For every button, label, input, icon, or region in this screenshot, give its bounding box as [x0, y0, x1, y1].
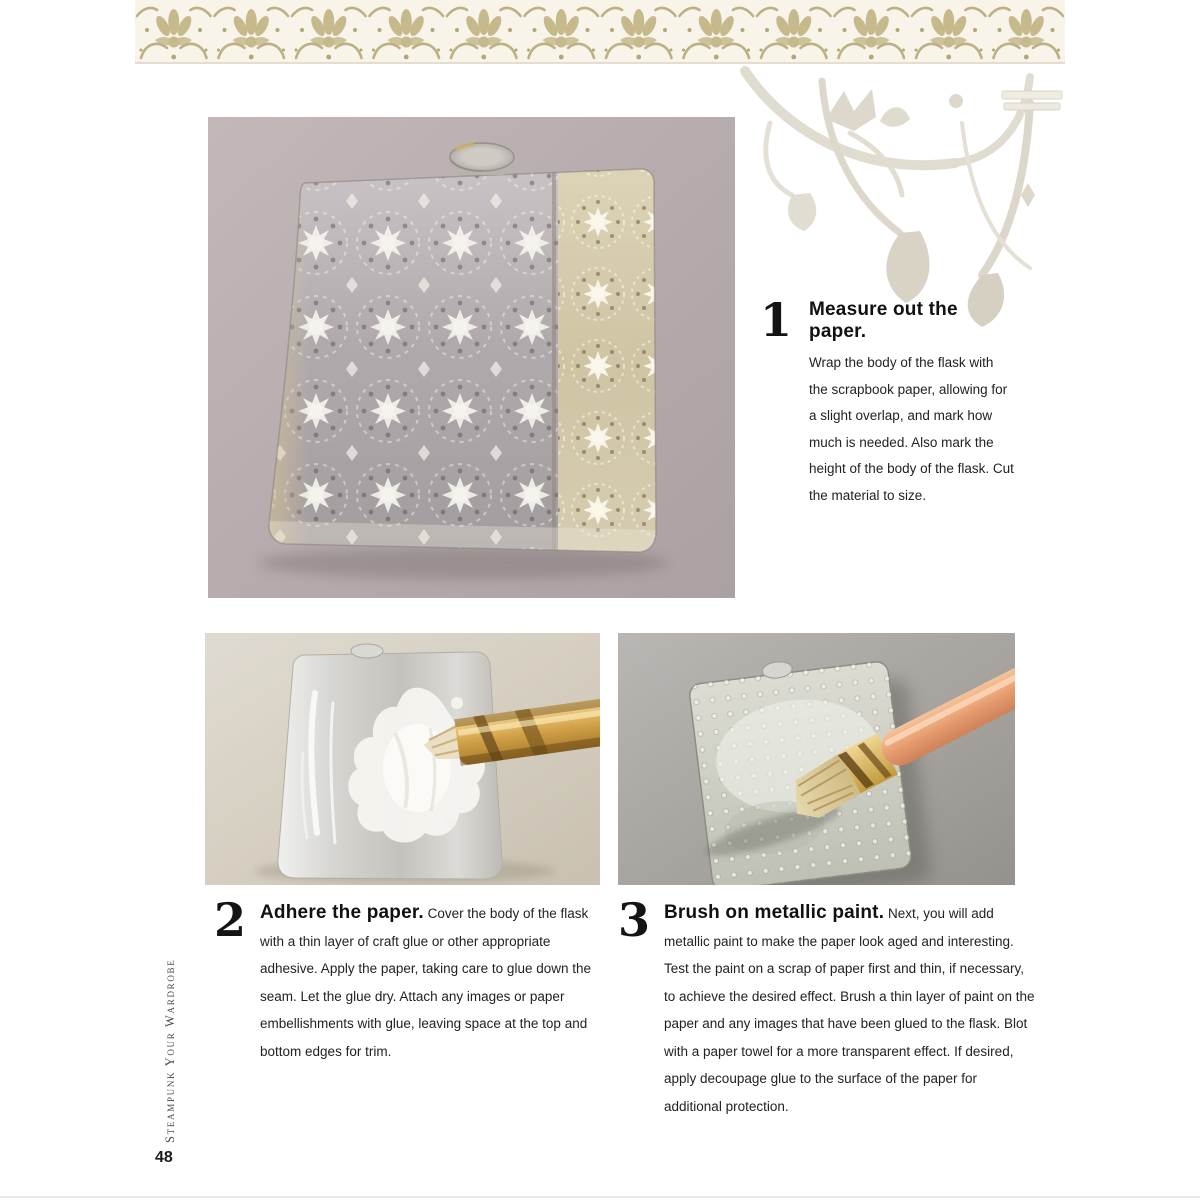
- flask-cap: [450, 143, 514, 175]
- step-3: [618, 893, 1044, 1120]
- step-1-number: 1: [760, 293, 793, 347]
- photo-step3-painting-flask: [618, 633, 1015, 885]
- step-2-text: [260, 899, 610, 1065]
- page-bottom-edge: [0, 1196, 1200, 1198]
- step-3-heading: Brush on metallic paint.: [664, 902, 885, 923]
- corner-flourish-ornament: [730, 63, 1065, 330]
- spine-book-title: Steampunk Your Wardrobe: [163, 958, 177, 1143]
- step-3-body: Next, you will add metallic paint to make the paper look aged and interesting. Test the paint on a scrap of paper first and thin, if necessary, to achieve the desired effect. Brush a thin layer of paint on the paper and any images that have been glued to the flask. Blot with a paper towel for a more transparent effect. If desired, apply decoupage glue to the surface of the paper for additional protection.: [664, 906, 1035, 1114]
- step-2-heading: Adhere the paper.: [260, 902, 424, 923]
- step-3-text: [664, 899, 1036, 1120]
- damask-border-band: [135, 0, 1065, 64]
- flourish-leaves: [788, 89, 1035, 327]
- photo-step1-papered-flask: [208, 117, 735, 598]
- step-2: [214, 893, 614, 1065]
- flask-cap: [351, 644, 383, 658]
- photo-step2-gluing-flask: [205, 633, 600, 885]
- step-1-heading: Measure out the paper.: [809, 299, 958, 342]
- step-1: [760, 293, 1022, 509]
- flask-body: [263, 162, 663, 562]
- step-2-number: 2: [214, 893, 247, 947]
- step-2-body: Cover the body of the flask with a thin layer of craft glue or other appropriate adhesive. Apply the paper, taking care to glue down the seam. Let the glue dry. Attach any images or paper embellishments with glue, leaving space at the top and bottom edges for trim.: [260, 906, 591, 1059]
- page-number: 48: [155, 1149, 173, 1166]
- step-3-number: 3: [618, 893, 651, 947]
- step-1-body: Wrap the body of the flask with the scrapbook paper, allowing for a slight overlap, and mark how much is needed. Also mark the height of the body of the flask. Cut the material to size.: [809, 355, 1014, 503]
